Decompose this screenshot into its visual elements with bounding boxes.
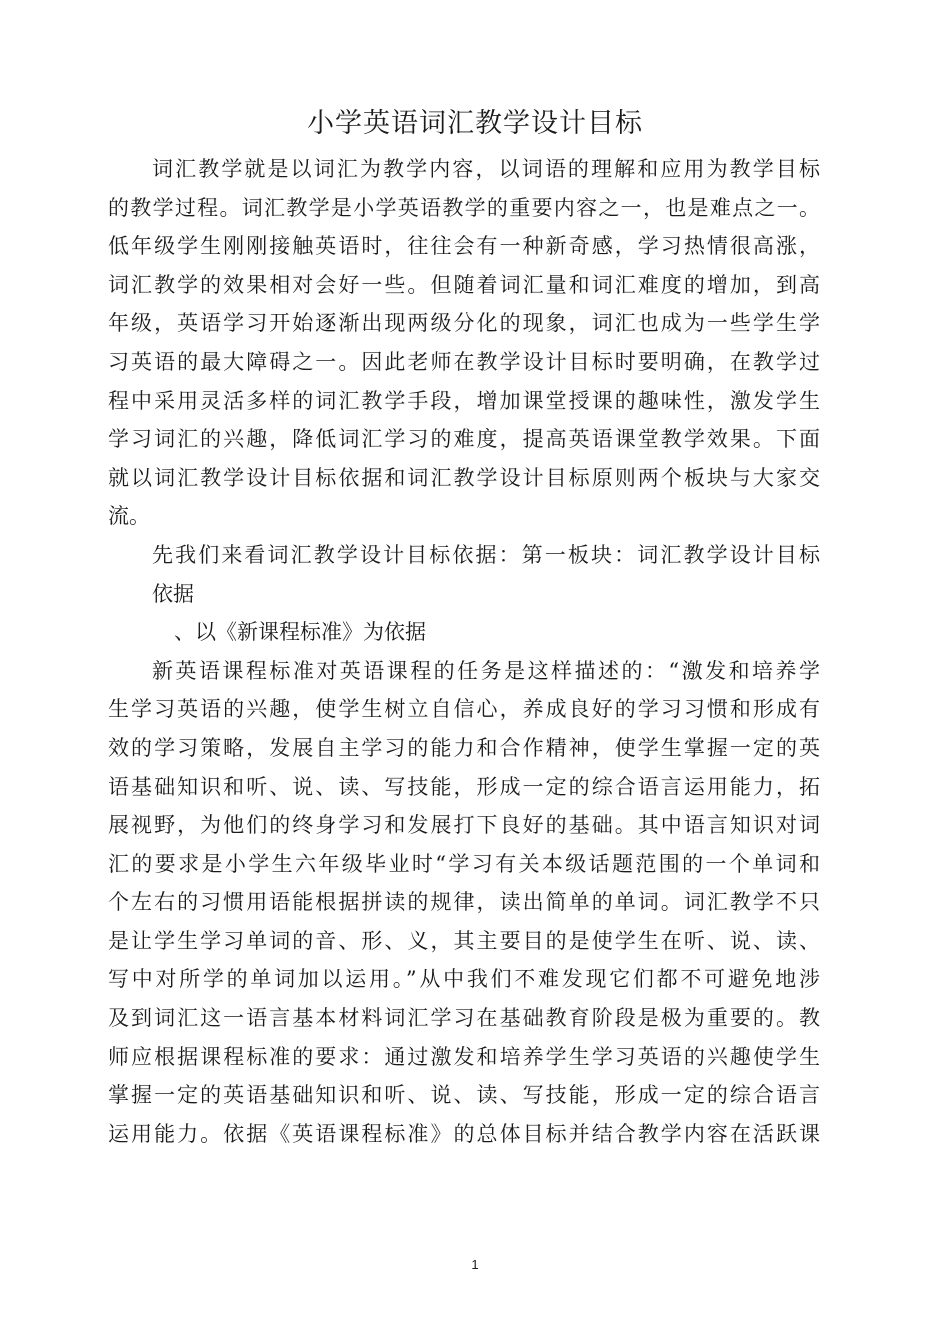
text-line: 学习词汇的兴趣，降低词汇学习的难度，提高英语课堂教学效果。下面 <box>108 427 820 452</box>
text-line: 展视野，为他们的终身学习和发展打下良好的基础。其中语言知识对词 <box>108 813 820 838</box>
text-line: 习英语的最大障碍之一。因此老师在教学设计目标时要明确，在教学过 <box>108 349 820 374</box>
paragraph-subheading <box>108 613 820 652</box>
text-line: 年级，英语学习开始逐渐出现两级分化的现象，词汇也成为一些学生学 <box>108 311 820 336</box>
text-line: 程中采用灵活多样的词汇教学手段，增加课堂授课的趣味性，激发学生 <box>108 388 820 413</box>
paragraph-section-intro <box>108 536 820 613</box>
text-line: 掌握一定的英语基础知识和听、说、读、写技能，形成一定的综合语言 <box>108 1083 820 1108</box>
text-line: 效的学习策略，发展自主学习的能力和合作精神，使学生掌握一定的英 <box>108 735 820 760</box>
text-line: 汇的要求是小学生六年级毕业时“学习有关本级话题范围的一个单词和 <box>108 851 820 876</box>
paragraph-curriculum <box>108 652 820 1154</box>
document-title: 小学英语词汇教学设计目标 <box>307 108 643 139</box>
text-line: 运用能力。依据《英语课程标准》的总体目标并结合教学内容在活跃课 <box>108 1121 820 1146</box>
paragraph-intro <box>108 150 820 536</box>
section-heading: 、以《新课程标准》为依据 <box>174 620 426 645</box>
page-number: 1 <box>471 1257 479 1272</box>
text-line: 新英语课程标准对英语课程的任务是这样描述的：“激发和培养学 <box>152 658 820 683</box>
text-line: 写中对所学的单词加以运用。”从中我们不难发现它们都不可避免地涉 <box>108 967 820 992</box>
text-line: 是让学生学习单词的音、形、义，其主要目的是使学生在听、说、读、 <box>108 928 820 953</box>
text-line: 词汇教学的效果相对会好一些。但随着词汇量和词汇难度的增加，到高 <box>108 272 820 297</box>
text-line: 个左右的习惯用语能根据拼读的规律，读出简单的单词。词汇教学不只 <box>108 890 820 915</box>
document-body <box>108 150 820 1153</box>
text-line: 师应根据课程标准的要求：通过激发和培养学生学习英语的兴趣使学生 <box>108 1044 820 1069</box>
text-line: 及到词汇这一语言基本材料词汇学习在基础教育阶段是极为重要的。教 <box>108 1006 820 1031</box>
text-line: 词汇教学就是以词汇为教学内容，以词语的理解和应用为教学目标 <box>152 157 820 181</box>
text-line: 生学习英语的兴趣，使学生树立自信心，养成良好的学习习惯和形成有 <box>108 697 820 722</box>
text-line: 依据 <box>152 581 194 606</box>
text-line: 就以词汇教学设计目标依据和词汇教学设计目标原则两个板块与大家交 <box>108 465 820 490</box>
text-line: 流。 <box>108 504 150 529</box>
text-line: 低年级学生刚刚接触英语时，往往会有一种新奇感，学习热情很高涨， <box>108 234 820 259</box>
text-line: 的教学过程。词汇教学是小学英语教学的重要内容之一，也是难点之一。 <box>108 195 820 220</box>
text-line: 先我们来看词汇教学设计目标依据：第一板块：词汇教学设计目标 <box>152 542 820 567</box>
text-line: 语基础知识和听、说、读、写技能，形成一定的综合语言运用能力，拓 <box>108 774 820 799</box>
